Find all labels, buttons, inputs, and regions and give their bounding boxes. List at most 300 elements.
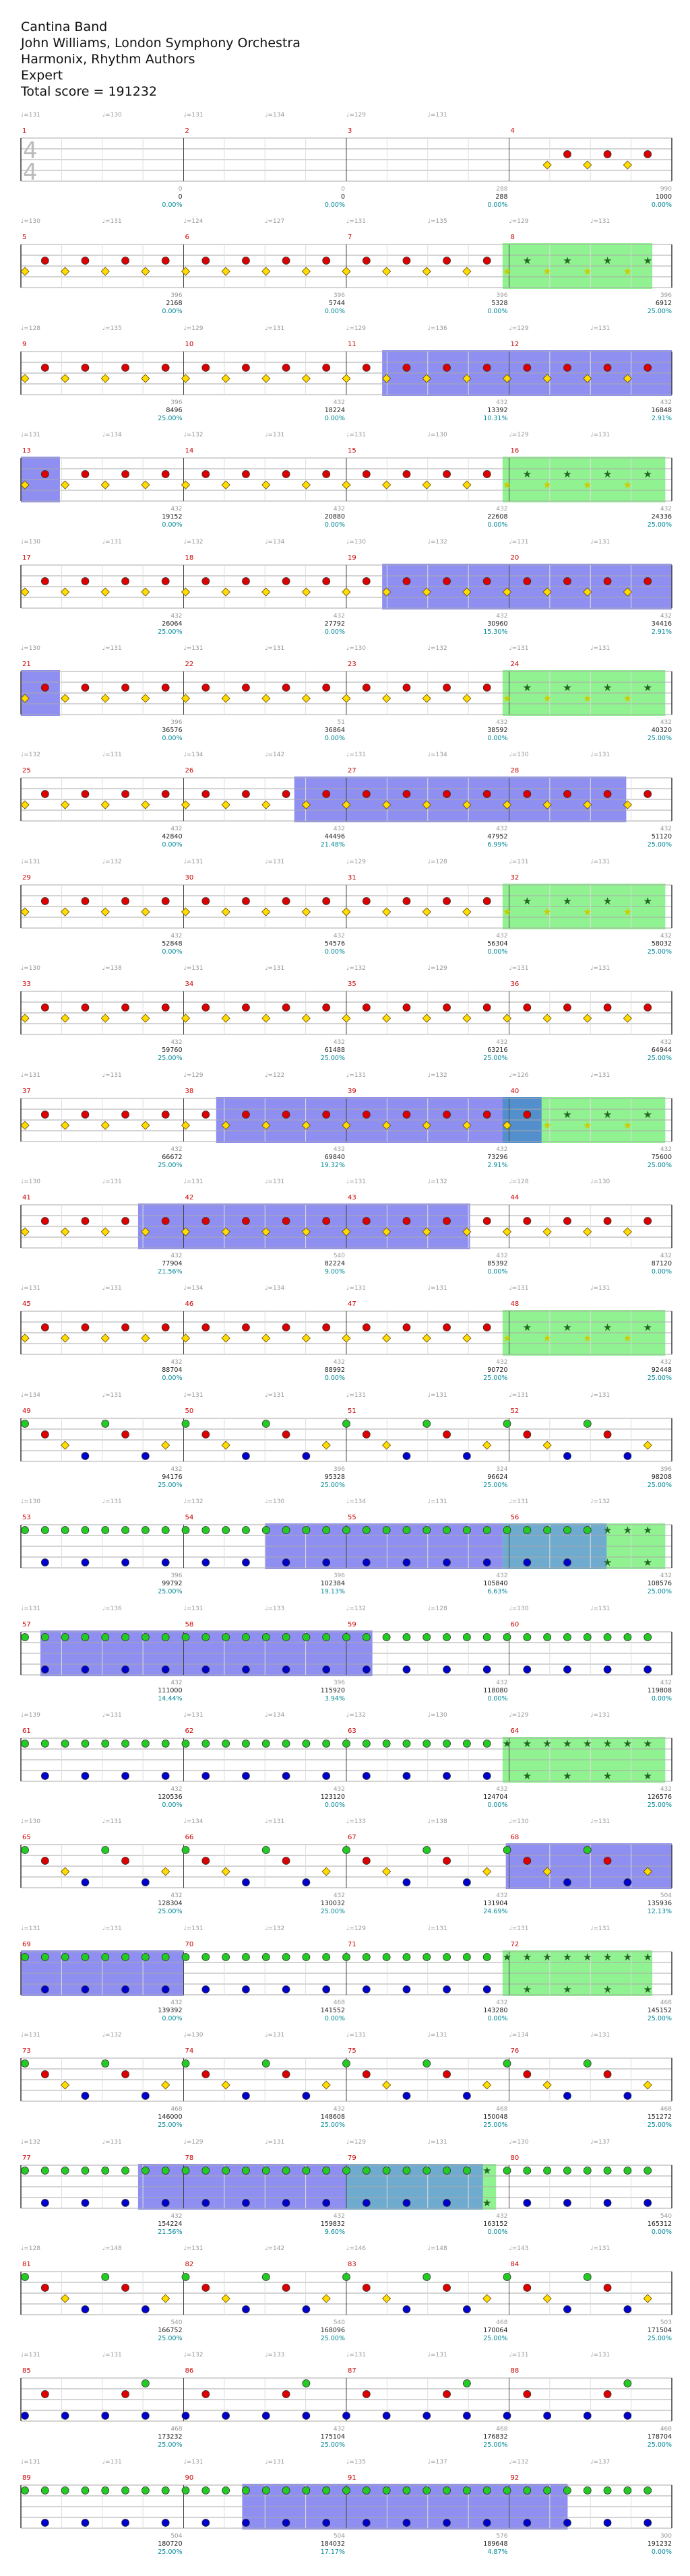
blue-note: [82, 1559, 89, 1566]
red-note: [282, 2071, 290, 2078]
red-note: [162, 257, 169, 265]
green-note: [303, 1740, 310, 1748]
tempo-marking: ♩=131: [265, 325, 285, 332]
red-note: [202, 1324, 210, 1331]
measure-number: 31: [348, 873, 356, 882]
yellow-note: [383, 2294, 391, 2303]
tempo-marking: ♩=131: [183, 645, 203, 652]
row-end-percent: 12.13%: [647, 1908, 672, 1916]
yellow-note: [383, 1441, 391, 1449]
measure-number: 87: [348, 2367, 356, 2375]
yellow-note: [342, 908, 350, 916]
tempo-marking: ♩=132: [427, 538, 447, 546]
row-end-percent: 25.00%: [647, 2441, 672, 2449]
green-note: [423, 1420, 431, 1427]
measure-number: 55: [348, 1514, 356, 1522]
red-note: [41, 897, 49, 904]
blue-note: [162, 1559, 169, 1566]
green-note: [282, 1740, 290, 1748]
measure-number: 37: [22, 1087, 31, 1095]
red-note: [202, 791, 210, 798]
red-note: [363, 1218, 370, 1225]
measure-note-count: 468: [496, 2106, 508, 2113]
red-note: [443, 684, 451, 692]
blue-note: [122, 2199, 129, 2206]
green-note: [242, 1527, 249, 1534]
measure-score: 128304: [158, 1900, 183, 1908]
blue-note: [624, 1452, 631, 1459]
yellow-note: [182, 374, 190, 383]
tab-row-svg: [0, 1388, 690, 1509]
red-note: [403, 577, 410, 585]
red-note: [162, 1004, 169, 1012]
tempo-marking: ♩=129: [509, 1712, 529, 1719]
blue-note: [563, 2199, 571, 2206]
measure-score: 88992: [324, 1366, 345, 1375]
row-end-score: 151272: [647, 2113, 672, 2121]
red-note: [323, 1324, 330, 1331]
tab-row-svg: [0, 748, 690, 869]
measure-note-count: 432: [170, 826, 183, 833]
measure-number: 28: [510, 767, 520, 775]
measure-number: 5: [22, 234, 27, 242]
row-end-percent: 0.00%: [651, 2228, 672, 2236]
tempo-marking: ♩=131: [346, 432, 366, 439]
red-note: [443, 1324, 451, 1331]
blue-note: [242, 1773, 249, 1780]
green-note: [202, 2486, 210, 2494]
measure-note-count: 0: [341, 186, 345, 193]
tempo-marking: ♩=131: [427, 2352, 447, 2359]
tempo-marking: ♩=139: [21, 1712, 40, 1719]
red-note: [483, 471, 491, 478]
measure-note-count: 432: [170, 1999, 183, 2006]
green-note: [343, 1953, 350, 1960]
tab-row-svg: [0, 214, 690, 335]
yellow-note: [342, 588, 350, 596]
tab-row-svg: [0, 1708, 690, 1829]
tab-row-svg: [0, 108, 690, 229]
measure-number: 44: [510, 1194, 520, 1201]
red-note: [443, 1430, 451, 1438]
measure-number: 46: [185, 1300, 194, 1309]
red-note: [282, 2391, 290, 2398]
yellow-note: [21, 908, 29, 916]
measure-note-count: 432: [496, 719, 508, 726]
measure-score: 154224: [158, 2220, 183, 2228]
measure-percent: 3.94%: [324, 1694, 345, 1703]
green-note: [483, 1633, 491, 1641]
measure-note-count: 540: [333, 2319, 345, 2326]
row-end-percent: 25.00%: [647, 521, 672, 529]
green-note: [222, 1527, 230, 1534]
red-note: [363, 364, 370, 371]
blue-note: [82, 1773, 89, 1780]
green-note: [503, 2274, 511, 2281]
red-note: [323, 577, 330, 585]
measure-note-count: 324: [496, 1465, 508, 1473]
green-note: [624, 2380, 631, 2387]
measure-percent: 0.00%: [487, 948, 508, 956]
red-note: [202, 1111, 210, 1118]
green-note: [503, 1847, 511, 1854]
measure-percent: 0.00%: [487, 1802, 508, 1809]
measure-score: 118080: [483, 1686, 508, 1694]
yellow-note: [383, 694, 391, 702]
row-end-note-count: 990: [660, 186, 672, 193]
green-note: [403, 1740, 410, 1748]
red-note: [363, 257, 370, 265]
green-note: [463, 1953, 470, 1960]
tempo-marking: ♩=131: [346, 752, 366, 759]
row-end-percent: 25.00%: [647, 308, 672, 316]
row-end-score: 75600: [651, 1153, 672, 1161]
green-note: [483, 1953, 491, 1960]
green-note: [61, 2167, 69, 2174]
red-note: [282, 1430, 290, 1438]
yellow-note: [422, 1334, 431, 1342]
measure-note-count: 504: [333, 2532, 345, 2540]
red-note: [202, 577, 210, 585]
blue-note: [162, 1985, 169, 1993]
measure-percent: 25.00%: [158, 1161, 183, 1169]
blue-note: [604, 2519, 611, 2526]
red-note: [282, 1324, 290, 1331]
measure-score: 42840: [162, 833, 183, 841]
tab-row: [0, 1175, 690, 1292]
measure-score: 82224: [324, 1260, 345, 1267]
star-note: ★: [542, 479, 552, 492]
green-note: [363, 2167, 370, 2174]
blue-note: [242, 2519, 249, 2526]
yellow-note: [61, 1441, 69, 1449]
tempo-marking: ♩=131: [102, 752, 122, 759]
red-note: [41, 2071, 49, 2078]
blue-note: [162, 2519, 169, 2526]
measure-percent: 0.00%: [162, 948, 183, 956]
green-note: [22, 1953, 29, 1960]
yellow-note: [644, 2294, 652, 2303]
tab-row-svg: [0, 1281, 690, 1402]
tempo-marking: ♩=132: [183, 432, 203, 439]
red-note: [604, 1430, 611, 1438]
green-note: [383, 2486, 390, 2494]
row-end-score: 165312: [647, 2220, 672, 2228]
red-note: [242, 471, 249, 478]
measure-percent: 25.00%: [320, 1481, 345, 1489]
tempo-marking: ♩=131: [590, 1391, 610, 1399]
green-note: [162, 1527, 169, 1534]
row-end-score: 108576: [647, 1580, 672, 1588]
red-note: [202, 1430, 210, 1438]
red-note: [443, 2391, 451, 2398]
tempo-marking: ♩=130: [21, 965, 40, 972]
measure-percent: 15.30%: [483, 628, 508, 636]
tempo-marking: ♩=131: [590, 1605, 610, 1612]
blue-note: [82, 2092, 89, 2100]
measure-note-count: 396: [333, 1465, 345, 1473]
measure-note-count: 432: [333, 932, 345, 939]
measure-score: 52848: [162, 939, 183, 948]
blue-note: [443, 2199, 451, 2206]
red-note: [122, 471, 129, 478]
tempo-marking: ♩=131: [102, 2138, 122, 2146]
measure-score: 163152: [483, 2220, 508, 2228]
red-note: [41, 471, 49, 478]
tab-row-svg: [0, 321, 690, 442]
tempo-marking: ♩=131: [183, 1925, 203, 1932]
measure-note-count: 432: [170, 1039, 183, 1047]
red-note: [122, 791, 129, 798]
red-note: [282, 791, 290, 798]
tab-row: [0, 108, 690, 225]
green-note: [82, 2167, 89, 2174]
blue-note: [142, 2306, 149, 2313]
green-note: [403, 1953, 410, 1960]
red-note: [162, 577, 169, 585]
tempo-marking: ♩=129: [427, 965, 447, 972]
measure-note-count: 540: [170, 2319, 183, 2326]
blue-note: [82, 1985, 89, 1993]
measure-number: 58: [185, 1620, 194, 1628]
yellow-note: [422, 1014, 431, 1022]
red-note: [443, 897, 451, 904]
tempo-marking: ♩=129: [509, 218, 529, 226]
row-end-note-count: 432: [660, 1359, 672, 1366]
tempo-marking: ♩=131: [590, 432, 610, 439]
measure-note-count: 288: [496, 186, 508, 193]
measure-note-count: 468: [496, 2319, 508, 2326]
measure-score: 120536: [158, 1793, 183, 1801]
row-end-percent: 25.00%: [647, 841, 672, 849]
measure-number: 16: [510, 447, 520, 455]
green-note: [102, 1527, 109, 1534]
measure-number: 63: [348, 1727, 356, 1735]
tab-row: [0, 428, 690, 545]
yellow-note: [21, 1014, 29, 1022]
red-note: [122, 897, 129, 904]
measure-percent: 25.00%: [483, 1055, 508, 1063]
measure-percent: 0.00%: [487, 1268, 508, 1276]
measure-score: 96624: [487, 1473, 508, 1481]
blue-note: [142, 1452, 149, 1459]
yellow-note: [61, 1014, 69, 1022]
red-note: [403, 1218, 410, 1225]
star-note: ★: [602, 1983, 613, 1995]
measure-note-count: 0: [178, 186, 183, 193]
measure-number: 70: [185, 1940, 194, 1948]
tempo-marking: ♩=131: [183, 1605, 203, 1612]
measure-number: 30: [185, 873, 194, 882]
measure-score: 27792: [324, 620, 345, 628]
measure-score: 66672: [162, 1153, 183, 1161]
tempo-marking: ♩=129: [183, 2138, 203, 2146]
green-note: [242, 2486, 249, 2494]
yellow-note: [61, 481, 69, 489]
blue-note: [363, 2199, 370, 2206]
measure-percent: 10.31%: [483, 414, 508, 422]
yellow-note: [182, 908, 190, 916]
tempo-marking: ♩=131: [265, 2458, 285, 2466]
tempo-marking: ♩=131: [346, 1285, 366, 1292]
yellow-note: [61, 1228, 69, 1236]
tab-row: [0, 535, 690, 652]
green-note: [142, 1633, 149, 1641]
measure-number: 26: [185, 767, 194, 775]
blue-note: [563, 1559, 571, 1566]
green-note: [624, 2167, 631, 2174]
measure-note-count: 432: [170, 2212, 183, 2220]
red-note: [443, 2284, 451, 2292]
row-end-note-count: 432: [660, 1679, 672, 1686]
star-note: ★: [563, 255, 572, 267]
measure-number: 6: [185, 234, 189, 242]
blue-note: [41, 1985, 49, 1993]
yellow-note: [463, 694, 471, 702]
star-note: ★: [583, 692, 592, 704]
yellow-note: [322, 2294, 330, 2303]
green-note: [563, 2167, 571, 2174]
blue-note: [303, 1452, 310, 1459]
blue-note: [403, 2306, 410, 2313]
row-end-note-count: 432: [660, 399, 672, 406]
green-note: [122, 2167, 129, 2174]
tab-row: [0, 1814, 690, 1931]
measure-percent: 24.69%: [483, 1908, 508, 1916]
measure-percent: 0.00%: [324, 308, 345, 316]
yellow-note: [383, 481, 391, 489]
tab-row-svg: [0, 2455, 690, 2576]
row-end-percent: 0.00%: [651, 2548, 672, 2556]
row-end-score: 171504: [647, 2327, 672, 2334]
row-end-score: 16848: [651, 406, 672, 414]
row-end-percent: 25.00%: [647, 1055, 672, 1063]
yellow-note: [262, 908, 270, 916]
row-end-score: 40320: [651, 727, 672, 734]
blue-note: [202, 1773, 210, 1780]
measure-note-count: 432: [333, 1146, 345, 1153]
yellow-note: [182, 1121, 190, 1129]
tab-row: [0, 641, 690, 758]
tab-row: [0, 1494, 690, 1612]
green-note: [483, 1740, 491, 1748]
tempo-marking: ♩=130: [21, 218, 40, 226]
row-end-percent: 0.00%: [651, 201, 672, 209]
green-note: [182, 2060, 189, 2068]
star-note: ★: [602, 1738, 613, 1750]
green-note: [142, 1953, 149, 1960]
blue-note: [142, 2412, 149, 2420]
row-end-percent: 25.00%: [647, 1802, 672, 1809]
row-end-percent: 2.91%: [651, 628, 672, 636]
row-end-note-count: 432: [660, 719, 672, 726]
yellow-note: [182, 694, 190, 702]
red-note: [41, 1430, 49, 1438]
green-note: [61, 1740, 69, 1748]
red-note: [524, 1004, 531, 1012]
green-note: [343, 1740, 350, 1748]
row-end-percent: 25.00%: [647, 1161, 672, 1169]
measure-number: 22: [185, 661, 194, 668]
green-note: [624, 2486, 631, 2494]
red-note: [483, 684, 491, 692]
blue-note: [282, 2199, 290, 2206]
red-note: [122, 2071, 129, 2078]
tempo-marking: ♩=131: [265, 965, 285, 972]
green-note: [41, 1633, 49, 1641]
green-note: [82, 1633, 89, 1641]
green-note: [102, 1740, 109, 1748]
measure-score: 148608: [320, 2113, 345, 2121]
measure-note-count: 432: [170, 506, 183, 513]
tempo-marking: ♩=131: [102, 218, 122, 226]
blue-note: [323, 1559, 330, 1566]
blue-note: [242, 1559, 249, 1566]
green-note: [303, 2167, 310, 2174]
measure-number: 80: [510, 2154, 520, 2162]
blue-note: [82, 1452, 89, 1459]
measure-score: 180720: [158, 2540, 183, 2548]
green-note: [624, 1633, 631, 1641]
red-note: [122, 257, 129, 265]
measure-percent: 25.00%: [320, 2121, 345, 2129]
tempo-marking: ♩=134: [265, 538, 285, 546]
yellow-note: [483, 2081, 491, 2089]
measure-score: 85392: [487, 1260, 508, 1267]
tempo-marking: ♩=131: [183, 965, 203, 972]
red-note: [403, 1111, 410, 1118]
measure-score: 131904: [483, 1900, 508, 1908]
blue-note: [624, 2306, 631, 2313]
measure-score: 19152: [162, 513, 183, 521]
red-note: [363, 1111, 370, 1118]
measure-number: 85: [22, 2367, 31, 2375]
red-note: [604, 2071, 611, 2078]
green-note: [323, 2167, 330, 2174]
red-note: [323, 257, 330, 265]
red-note: [162, 897, 169, 904]
tempo-marking: ♩=129: [183, 325, 203, 332]
tempo-marking: ♩=131: [509, 645, 529, 652]
measure-percent: 25.00%: [483, 1481, 508, 1489]
star-note: ★: [502, 479, 512, 492]
measure-percent: 21.56%: [158, 2228, 183, 2236]
measure-score: 18224: [324, 406, 345, 414]
blue-note: [483, 1665, 491, 1673]
star-note: ★: [643, 1556, 652, 1569]
green-note: [222, 1633, 230, 1641]
green-note: [604, 2167, 611, 2174]
measure-note-count: 432: [496, 399, 508, 406]
measure-score: 36576: [162, 727, 183, 734]
measure-note-count: 432: [496, 1039, 508, 1047]
tempo-marking: ♩=131: [590, 325, 610, 332]
green-note: [584, 2274, 591, 2281]
red-note: [323, 791, 330, 798]
tempo-marking: ♩=131: [427, 1285, 447, 1292]
measure-score: 8496: [166, 406, 183, 414]
yellow-note: [302, 908, 310, 916]
measure-percent: 25.00%: [320, 2441, 345, 2449]
red-note: [524, 791, 531, 798]
row-end-note-count: 432: [660, 826, 672, 833]
yellow-note: [222, 374, 230, 383]
tempo-marking: ♩=128: [509, 1179, 529, 1185]
measure-number: 14: [185, 447, 194, 455]
green-note: [82, 1740, 89, 1748]
green-note: [303, 2380, 310, 2387]
blue-note: [82, 1665, 89, 1673]
